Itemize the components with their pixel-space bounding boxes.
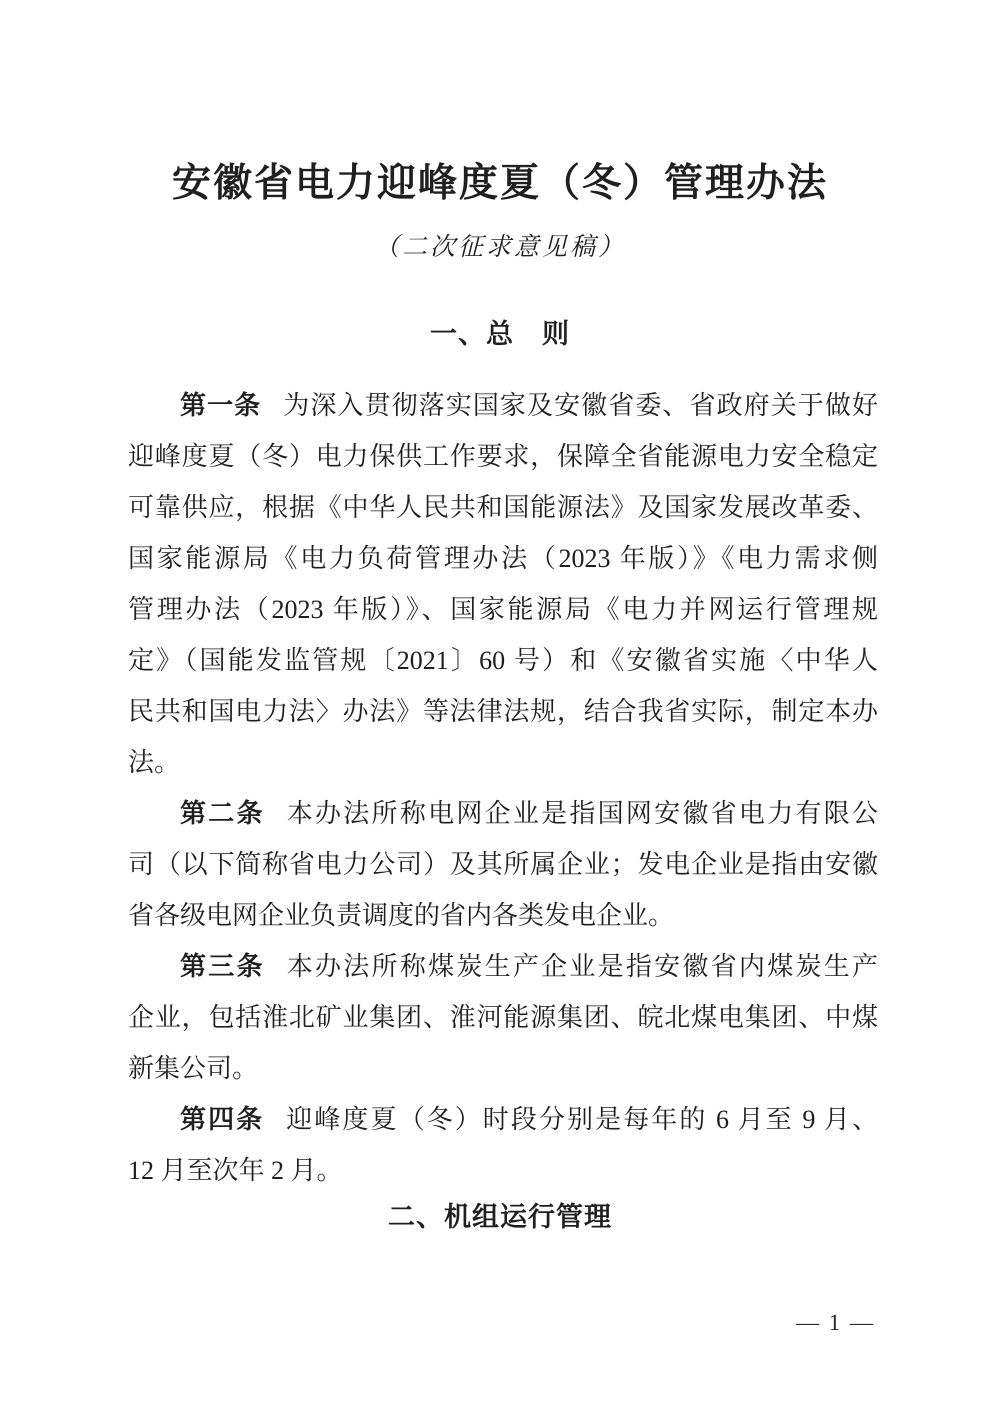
section-heading-unit-operation: 二、机组运行管理 xyxy=(388,1201,612,1232)
article-3-label: 第三条 xyxy=(180,951,265,981)
doc-body xyxy=(128,380,878,1196)
article-1-line-6: 定》（国能发监管规〔2021〕60 号）和《安徽省实施〈中华人 xyxy=(128,645,878,675)
article-2-label: 第二条 xyxy=(180,798,265,828)
article-1-line-1-text: 为深入贯彻落实国家及安徽省委、省政府关于做好 xyxy=(283,390,878,420)
article-4-line-2: 12 月至次年 2 月。 xyxy=(128,1155,343,1185)
article-1-line-5: 管理办法（2023 年版）》、国家能源局《电力并网运行管理规 xyxy=(128,594,878,624)
page-number: — 1 — xyxy=(796,1310,875,1335)
doc-subtitle: （二次征求意见稿） xyxy=(373,233,626,261)
article-2-line-2: 司（以下简称省电力公司）及其所属企业；发电企业是指由安徽 xyxy=(128,849,878,879)
article-2-line-1 xyxy=(128,788,878,839)
article-3-line-2: 企业，包括淮北矿业集团、淮河能源集团、皖北煤电集团、中煤 xyxy=(128,1002,878,1032)
article-3 xyxy=(128,941,878,1094)
article-2 xyxy=(128,788,878,941)
article-2-line-3: 省各级电网企业负责调度的省内各类发电企业。 xyxy=(128,900,675,930)
article-1-line-3: 可靠供应，根据《中华人民共和国能源法》及国家发展改革委、 xyxy=(128,492,878,522)
article-4 xyxy=(128,1094,878,1196)
doc-title: 安徽省电力迎峰度夏（冬）管理办法 xyxy=(171,162,828,205)
article-1-line-4: 国家能源局《电力负荷管理办法（2023 年版）》《电力需求侧 xyxy=(128,543,878,573)
article-1-line-7: 民共和国电力法〉办法》等法律法规，结合我省实际，制定本办 xyxy=(128,696,878,726)
article-3-line-1-text: 本办法所称煤炭生产企业是指安徽省内煤炭生产 xyxy=(286,951,878,981)
section-heading-general-provisions: 一、总 则 xyxy=(430,318,570,349)
article-3-line-1 xyxy=(128,941,878,992)
article-2-line-1-text: 本办法所称电网企业是指国网安徽省电力有限公 xyxy=(286,798,878,828)
article-4-line-1 xyxy=(128,1094,878,1145)
article-3-line-3: 新集公司。 xyxy=(128,1053,259,1083)
article-4-line-1-text: 迎峰度夏（冬）时段分别是每年的 6 月至 9 月、 xyxy=(286,1104,878,1134)
article-1-line-8: 法。 xyxy=(128,747,181,777)
article-1-line-1 xyxy=(128,380,878,431)
article-4-label: 第四条 xyxy=(180,1104,265,1134)
article-1-label: 第一条 xyxy=(180,390,262,420)
article-1 xyxy=(128,380,878,788)
article-1-line-2: 迎峰度夏（冬）电力保供工作要求，保障全省能源电力安全稳定 xyxy=(128,441,878,471)
